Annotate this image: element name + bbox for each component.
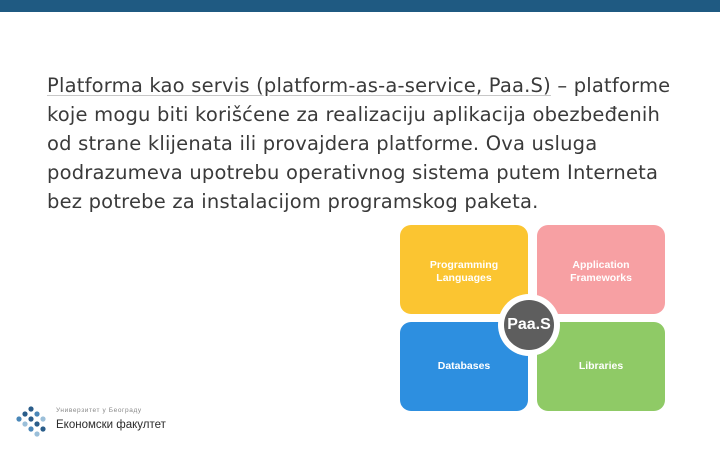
tile-label-line1: Programming — [429, 259, 499, 271]
paas-hub-label: Paa.S — [504, 300, 554, 350]
logo-dots-icon — [14, 405, 52, 441]
paas-hub — [498, 294, 560, 356]
tile-label: Libraries — [578, 360, 624, 372]
faculty-logo — [14, 405, 214, 441]
university-name: Универзитет у Београду — [56, 407, 142, 414]
tile-label-line1: Application — [572, 259, 630, 271]
tile-label-line2: Languages — [436, 272, 492, 284]
definition-text: – platforme koje mogu biti korišćene za realizaciju aplikacija obezbeđenih od strane klijenata ili provajdera platforme. Ova usluga podrazumeva upotrebu operativnog sistema putem Interneta bez potrebe za instalacijom programskog paketa. — [47, 74, 671, 213]
paas-diagram — [400, 225, 666, 415]
tile-label-line2: Frameworks — [570, 272, 632, 284]
tile-application-frameworks — [537, 225, 665, 314]
body-text — [47, 71, 687, 216]
header-bar — [0, 0, 720, 12]
faculty-name: Економски факултет — [56, 419, 166, 431]
tile-label: Databases — [437, 360, 491, 372]
paas-term-link[interactable]: Platforma kao servis (platform-as-a-service, Paa.S) — [47, 74, 551, 97]
